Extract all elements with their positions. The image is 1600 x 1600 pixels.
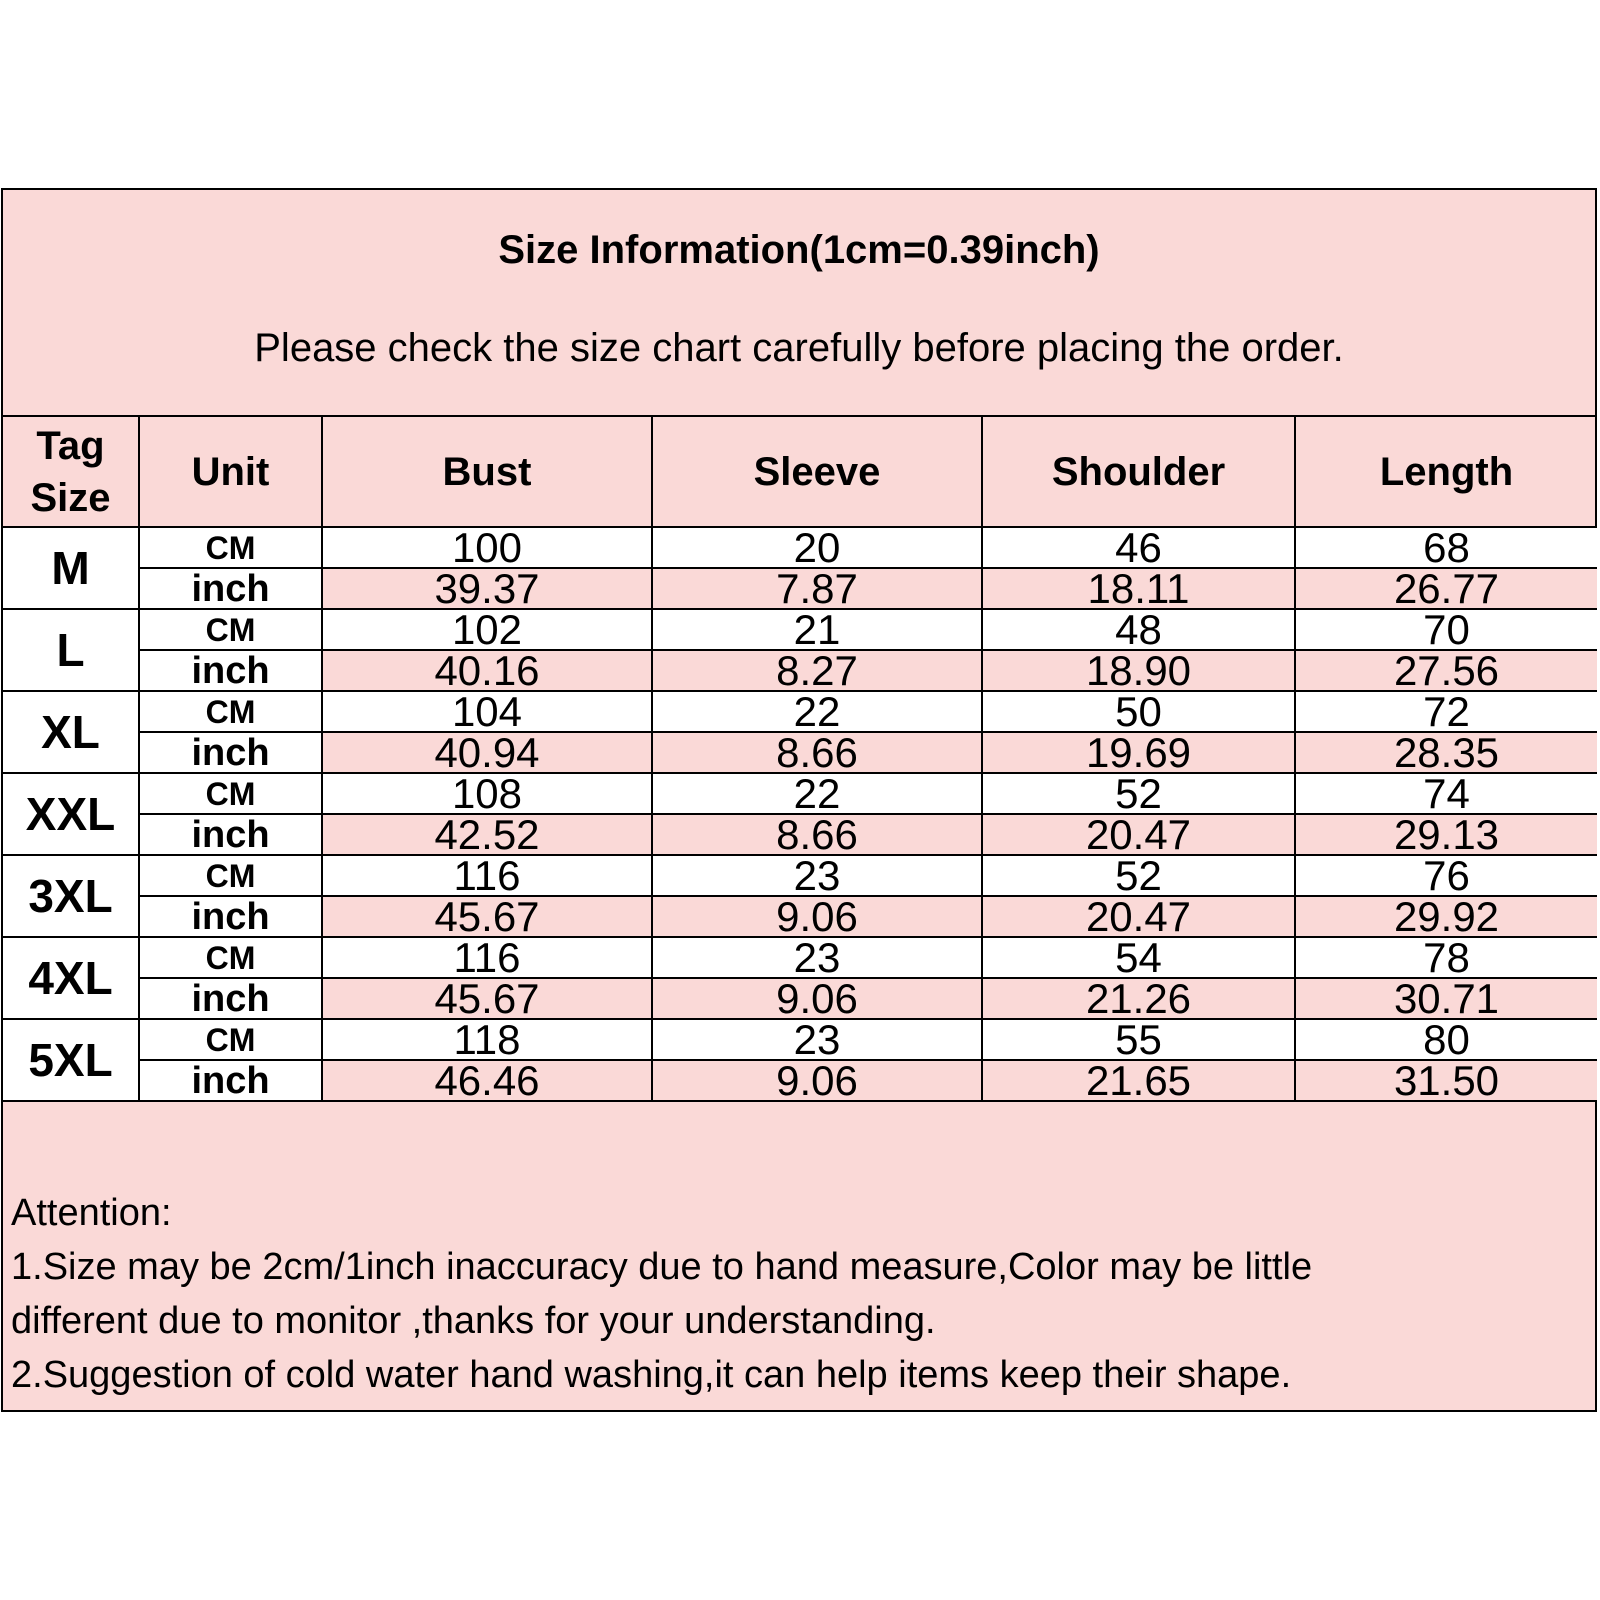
bust-inch-cell: 40.16: [322, 650, 652, 691]
bust-inch-cell: 42.52: [322, 814, 652, 855]
header-shoulder: Shoulder: [982, 417, 1295, 527]
sleeve-cm-cell: 20: [652, 527, 982, 568]
unit-cell: inch: [139, 896, 322, 937]
table-row: [3, 814, 1597, 855]
sleeve-cm-cell: 23: [652, 1019, 982, 1060]
table-row: [3, 568, 1597, 609]
bust-cm-cell: 116: [322, 855, 652, 896]
tag-size-cell: M: [3, 527, 139, 609]
sleeve-inch-cell: 9.06: [652, 1060, 982, 1101]
length-cm-cell: 78: [1295, 937, 1597, 978]
bust-inch-cell: 40.94: [322, 732, 652, 773]
length-inch-cell: 28.35: [1295, 732, 1597, 773]
header-sleeve: Sleeve: [652, 417, 982, 527]
unit-cell: CM: [139, 937, 322, 978]
tag-size-cell: 5XL: [3, 1019, 139, 1101]
sleeve-cm-cell: 23: [652, 937, 982, 978]
unit-cell: CM: [139, 691, 322, 732]
bust-cm-cell: 100: [322, 527, 652, 568]
sleeve-cm-cell: 21: [652, 609, 982, 650]
table-row: [3, 773, 1597, 814]
table-row: [3, 609, 1597, 650]
length-cm-cell: 80: [1295, 1019, 1597, 1060]
header-tag-size: Tag Size: [3, 417, 139, 527]
length-inch-cell: 30.71: [1295, 978, 1597, 1019]
sleeve-inch-cell: 8.66: [652, 814, 982, 855]
length-cm-cell: 76: [1295, 855, 1597, 896]
size-table: [3, 417, 1597, 1102]
length-cm-cell: 68: [1295, 527, 1597, 568]
chart-title: Size Information(1cm=0.39inch): [498, 228, 1100, 272]
tag-size-cell: 3XL: [3, 855, 139, 937]
shoulder-cm-cell: 52: [982, 855, 1295, 896]
bust-cm-cell: 108: [322, 773, 652, 814]
unit-cell: CM: [139, 1019, 322, 1060]
sleeve-inch-cell: 8.27: [652, 650, 982, 691]
bust-cm-cell: 104: [322, 691, 652, 732]
shoulder-cm-cell: 46: [982, 527, 1295, 568]
table-row: [3, 937, 1597, 978]
shoulder-inch-cell: 18.90: [982, 650, 1295, 691]
table-row: [3, 1060, 1597, 1101]
unit-cell: inch: [139, 732, 322, 773]
unit-cell: inch: [139, 1060, 322, 1101]
attention-line: different due to monitor ,thanks for your understanding.: [11, 1300, 936, 1342]
sleeve-cm-cell: 22: [652, 691, 982, 732]
length-inch-cell: 29.92: [1295, 896, 1597, 937]
attention-line: 2.Suggestion of cold water hand washing,it can help items keep their shape.: [11, 1354, 1292, 1396]
chart-header: [3, 190, 1595, 417]
tag-size-cell: XL: [3, 691, 139, 773]
shoulder-cm-cell: 54: [982, 937, 1295, 978]
attention-heading: Attention:: [11, 1192, 172, 1234]
sleeve-inch-cell: 9.06: [652, 978, 982, 1019]
shoulder-cm-cell: 50: [982, 691, 1295, 732]
sleeve-cm-cell: 23: [652, 855, 982, 896]
header-length: Length: [1295, 417, 1597, 527]
unit-cell: inch: [139, 650, 322, 691]
sleeve-cm-cell: 22: [652, 773, 982, 814]
chart-subtitle: Please check the size chart carefully before placing the order.: [254, 326, 1344, 370]
shoulder-inch-cell: 21.26: [982, 978, 1295, 1019]
attention-notes: [11, 1186, 1587, 1402]
tag-size-cell: XXL: [3, 773, 139, 855]
table-row: [3, 978, 1597, 1019]
sleeve-inch-cell: 7.87: [652, 568, 982, 609]
table-row: [3, 855, 1597, 896]
shoulder-inch-cell: 20.47: [982, 896, 1295, 937]
tag-size-cell: L: [3, 609, 139, 691]
bust-inch-cell: 45.67: [322, 978, 652, 1019]
unit-cell: CM: [139, 773, 322, 814]
shoulder-cm-cell: 48: [982, 609, 1295, 650]
bust-cm-cell: 118: [322, 1019, 652, 1060]
table-row: [3, 732, 1597, 773]
header-bust: Bust: [322, 417, 652, 527]
shoulder-cm-cell: 52: [982, 773, 1295, 814]
table-row: [3, 650, 1597, 691]
table-header-row: [3, 417, 1597, 527]
table-row: [3, 527, 1597, 568]
attention-line: 1.Size may be 2cm/1inch inaccuracy due to hand measure,Color may be little: [11, 1246, 1313, 1288]
sleeve-inch-cell: 9.06: [652, 896, 982, 937]
bust-inch-cell: 39.37: [322, 568, 652, 609]
bust-cm-cell: 116: [322, 937, 652, 978]
length-inch-cell: 26.77: [1295, 568, 1597, 609]
unit-cell: inch: [139, 814, 322, 855]
unit-cell: CM: [139, 855, 322, 896]
length-inch-cell: 29.13: [1295, 814, 1597, 855]
tag-size-cell: 4XL: [3, 937, 139, 1019]
unit-cell: inch: [139, 568, 322, 609]
table-row: [3, 1019, 1597, 1060]
size-chart: [1, 188, 1597, 1412]
shoulder-cm-cell: 55: [982, 1019, 1295, 1060]
header-unit: Unit: [139, 417, 322, 527]
bust-inch-cell: 45.67: [322, 896, 652, 937]
shoulder-inch-cell: 20.47: [982, 814, 1295, 855]
length-inch-cell: 27.56: [1295, 650, 1597, 691]
unit-cell: inch: [139, 978, 322, 1019]
unit-cell: CM: [139, 609, 322, 650]
bust-inch-cell: 46.46: [322, 1060, 652, 1101]
bust-cm-cell: 102: [322, 609, 652, 650]
sleeve-inch-cell: 8.66: [652, 732, 982, 773]
shoulder-inch-cell: 18.11: [982, 568, 1295, 609]
table-body: [3, 527, 1597, 1101]
shoulder-inch-cell: 21.65: [982, 1060, 1295, 1101]
length-cm-cell: 72: [1295, 691, 1597, 732]
length-cm-cell: 74: [1295, 773, 1597, 814]
table-row: [3, 691, 1597, 732]
length-cm-cell: 70: [1295, 609, 1597, 650]
shoulder-inch-cell: 19.69: [982, 732, 1295, 773]
length-inch-cell: 31.50: [1295, 1060, 1597, 1101]
unit-cell: CM: [139, 527, 322, 568]
table-row: [3, 896, 1597, 937]
